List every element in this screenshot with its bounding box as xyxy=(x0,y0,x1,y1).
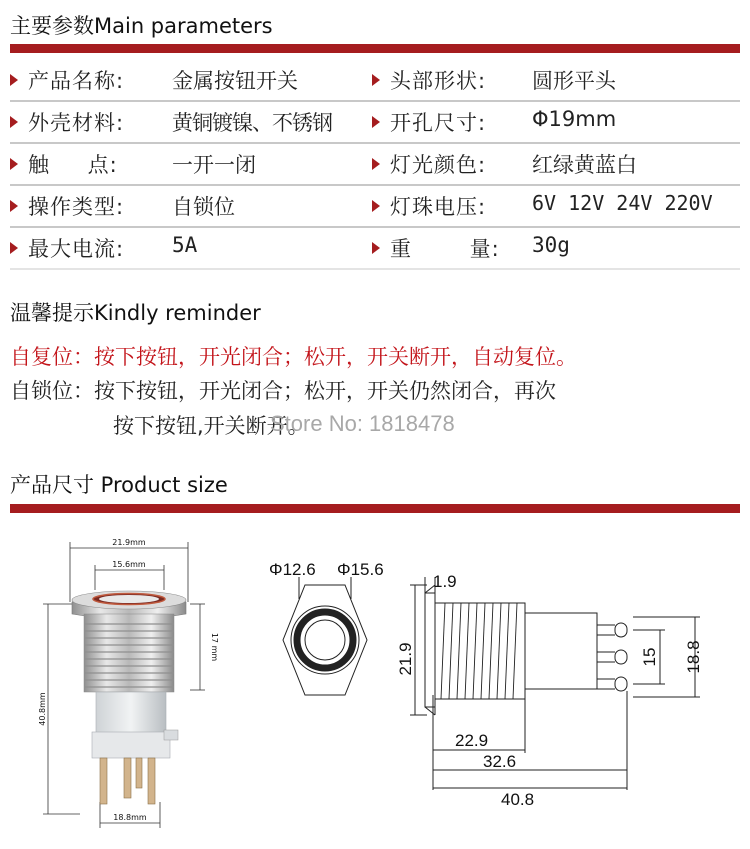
photo-dim-head: 21.9mm xyxy=(112,538,146,547)
param-row xyxy=(0,185,750,225)
param-value: 圆形平头 xyxy=(532,69,616,93)
bullet-triangle-icon xyxy=(10,116,18,128)
photo-dim-length: 40.8mm xyxy=(38,692,47,726)
bullet-triangle-icon xyxy=(10,74,18,86)
param-value: 自锁位 xyxy=(172,195,235,219)
param-value: 红绿黄蓝白 xyxy=(532,153,637,177)
param-value: 一开一闭 xyxy=(172,153,256,177)
main-params-bar xyxy=(10,44,740,53)
param-value: 6V 12V 24V 220V xyxy=(532,191,713,215)
reminder-line-self-lock-cont: 按下按钮,开关断开。 xyxy=(113,414,309,438)
bullet-triangle-icon xyxy=(10,158,18,170)
param-label: 操作类型: xyxy=(28,195,125,219)
bullet-triangle-icon xyxy=(10,242,18,254)
dim-length-a: 22.9 xyxy=(455,731,489,750)
photo-dim-ring: 15.6mm xyxy=(112,560,146,569)
param-row xyxy=(0,227,750,267)
bullet-triangle-icon xyxy=(372,242,380,254)
param-row xyxy=(0,101,750,141)
reminder-line-self-lock: 自锁位：按下按钮，开光闭合；松开，开关仍然闭合，再次 xyxy=(10,379,556,403)
param-row xyxy=(0,59,750,99)
bullet-triangle-icon xyxy=(10,200,18,212)
param-label: 外壳材料: xyxy=(28,111,125,135)
param-label: 开孔尺寸: xyxy=(390,111,487,135)
param-label: 头部形状: xyxy=(390,69,487,93)
param-value: 黄铜镀镍、不锈钢 xyxy=(172,111,332,135)
product-size-title: 产品尺寸 Product size xyxy=(10,473,228,497)
param-value: 30g xyxy=(532,233,570,257)
param-value: 5A xyxy=(172,233,198,257)
reminder-line-auto-reset: 自复位：按下按钮，开光闭合；松开，开关断开，自动复位。 xyxy=(10,345,577,369)
photo-dim-base: 18.8mm xyxy=(113,813,147,822)
param-label: 灯珠电压: xyxy=(390,195,487,219)
technical-drawing xyxy=(255,555,740,810)
dim-length-c: 40.8 xyxy=(501,790,535,809)
photo-dim-body: 17 mm xyxy=(210,632,219,662)
param-value: 金属按钮开关 xyxy=(172,69,298,93)
product-size-bar xyxy=(10,504,740,513)
param-label: 触 点: xyxy=(28,153,118,177)
dim-inner-diameter: Φ12.6 xyxy=(269,560,316,579)
param-label: 最大电流: xyxy=(28,237,125,261)
store-watermark: Store No: 1818478 xyxy=(270,411,455,436)
param-label: 产品名称: xyxy=(28,69,125,93)
dim-pin-span: 15 xyxy=(640,647,659,667)
dim-head-thickness: 1.9 xyxy=(433,572,457,591)
bullet-triangle-icon xyxy=(372,200,380,212)
bullet-triangle-icon xyxy=(372,158,380,170)
dim-outer-diameter: Φ15.6 xyxy=(337,560,384,579)
product-photo xyxy=(40,532,240,832)
dim-base-height: 18.8 xyxy=(684,640,703,674)
bullet-triangle-icon xyxy=(372,74,380,86)
bullet-triangle-icon xyxy=(372,116,380,128)
reminder-title: 温馨提示Kindly reminder xyxy=(10,301,261,325)
param-value: Φ19mm xyxy=(532,107,617,131)
param-label: 重 量: xyxy=(390,237,500,261)
dim-head-height: 21.9 xyxy=(396,642,415,676)
dim-length-b: 32.6 xyxy=(483,752,517,771)
main-params-title: 主要参数Main parameters xyxy=(10,14,273,38)
param-label: 灯光颜色: xyxy=(390,153,487,177)
param-row xyxy=(0,143,750,183)
